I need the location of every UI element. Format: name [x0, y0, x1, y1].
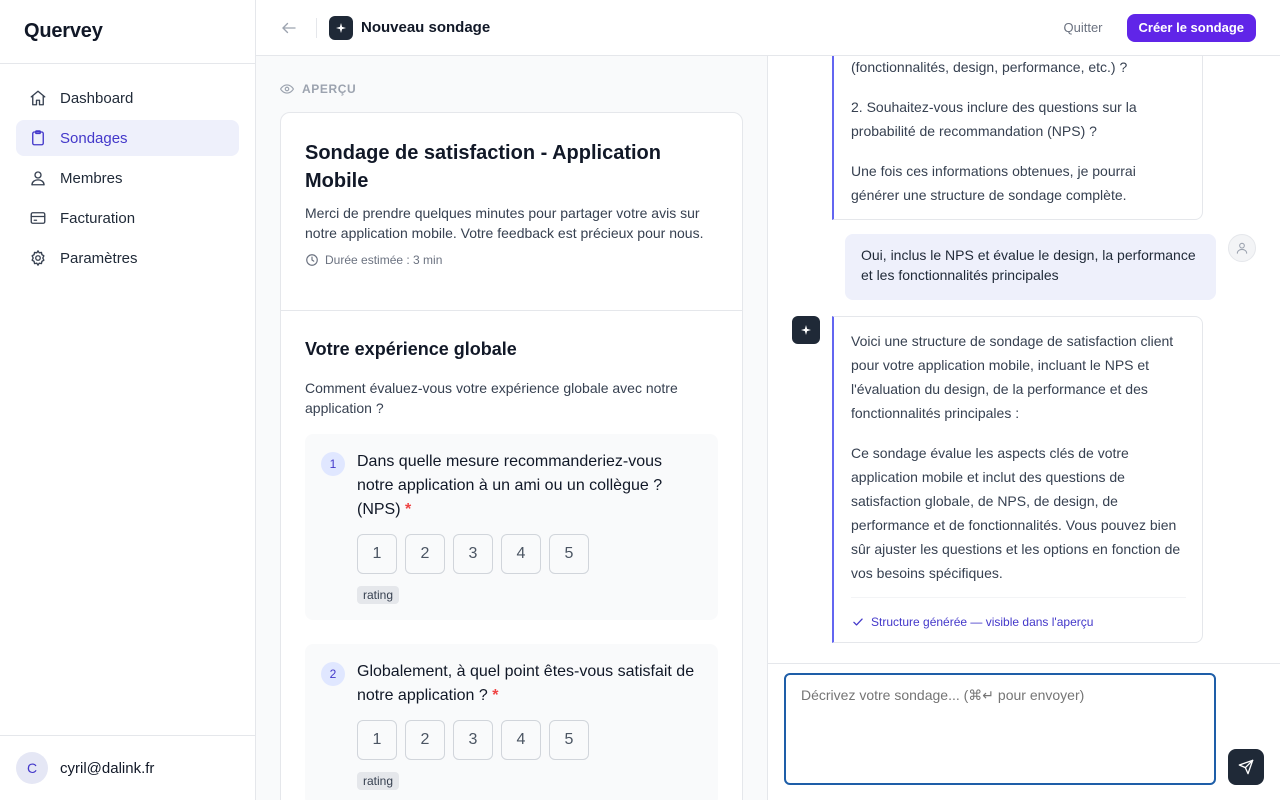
- preview-label-text: APERÇU: [302, 82, 357, 96]
- sidebar: [0, 0, 256, 800]
- generation-status-text: Structure générée — visible dans l'aperçu: [871, 615, 1094, 629]
- rating-option[interactable]: 5: [549, 534, 589, 574]
- top-actions: [1063, 14, 1280, 42]
- sparkle-icon: [329, 16, 353, 40]
- survey-preview-card: [280, 112, 743, 800]
- user-email: cyril@dalink.fr: [60, 759, 155, 777]
- rating-option[interactable]: 4: [501, 720, 541, 760]
- top-bar: [256, 0, 1280, 56]
- users-icon: [28, 168, 48, 188]
- preview-panel: [256, 56, 768, 800]
- clipboard-icon: [28, 128, 48, 148]
- page-title: Nouveau sondage: [361, 19, 491, 36]
- section-description: Comment évaluez-vous votre expérience globale avec notre application ?: [305, 380, 678, 416]
- ai-message: [832, 56, 1203, 220]
- ai-message-text: Ce sondage évalue les aspects clés de votre application mobile et inclut des questions de satisfaction globale, de NPS, de design, de performance et de fonctionnalités. Vous pouvez bien sûr ajuster les questions et les options en fonction de vos besoins spécifiques.: [851, 445, 1181, 581]
- sidebar-item-sondages[interactable]: [16, 120, 239, 156]
- sidebar-item-label: Dashboard: [60, 89, 134, 107]
- question-card: [305, 644, 718, 800]
- question-number: 2: [321, 662, 345, 686]
- survey-description: Merci de prendre quelques minutes pour partager votre avis sur notre application mobile. Votre feedback est précieux pour nous.: [305, 205, 704, 241]
- preview-label: [280, 82, 356, 96]
- question-body: [357, 450, 702, 604]
- question-text-label: Globalement, à quel point êtes-vous satisfait de notre application ?: [357, 663, 695, 704]
- survey-section: [281, 311, 742, 800]
- question-text-label: Dans quelle mesure recommanderiez-vous notre application à un ami ou un collègue ? (NPS): [357, 453, 663, 518]
- rating-option[interactable]: 5: [549, 720, 589, 760]
- credit-card-icon: [28, 208, 48, 228]
- rating-option[interactable]: 2: [405, 720, 445, 760]
- send-icon: [1238, 759, 1254, 775]
- ai-message-text: (fonctionnalités, design, performance, etc.) ?: [851, 59, 1128, 75]
- ai-avatar-icon: [792, 316, 820, 344]
- chat-composer: [768, 663, 1280, 800]
- clock-icon: [305, 253, 319, 267]
- question-card: [305, 434, 718, 620]
- required-marker: *: [492, 687, 499, 704]
- question-type-badge: rating: [357, 586, 399, 604]
- sidebar-item-facturation[interactable]: [16, 200, 239, 236]
- sidebar-item-label: Sondages: [60, 129, 128, 147]
- rating-scale: [357, 534, 702, 574]
- rating-option[interactable]: 2: [405, 534, 445, 574]
- ai-message-text: 2. Souhaitez-vous inclure des questions sur la probabilité de recommandation (NPS) ?: [851, 99, 1137, 139]
- rating-scale: [357, 720, 702, 760]
- sidebar-item-label: Paramètres: [60, 249, 138, 267]
- rating-option[interactable]: 1: [357, 534, 397, 574]
- question-text: [357, 450, 702, 522]
- ai-message-text: Une fois ces informations obtenues, je pourrai générer une structure de sondage complète.: [851, 163, 1136, 203]
- section-title: Votre expérience globale: [305, 339, 517, 359]
- brand-logo[interactable]: Quervey: [0, 0, 255, 64]
- ai-message-text: Voici une structure de sondage de satisfaction client pour votre application mobile, incluant le NPS et l'évaluation du design, de la performance et des fonctionnalités principales :: [851, 333, 1174, 421]
- survey-duration-text: Durée estimée : 3 min: [325, 253, 443, 267]
- user-message: Oui, inclus le NPS et évalue le design, la performance et les fonctionnalités principales: [845, 234, 1216, 300]
- sidebar-item-membres[interactable]: [16, 160, 239, 196]
- question-text: [357, 660, 702, 708]
- sidebar-item-parametres[interactable]: [16, 240, 239, 276]
- question-number: 1: [321, 452, 345, 476]
- sidebar-item-dashboard[interactable]: [16, 80, 239, 116]
- rating-option[interactable]: 3: [453, 720, 493, 760]
- required-marker: *: [405, 501, 412, 518]
- prompt-input[interactable]: [784, 673, 1216, 785]
- survey-title: Sondage de satisfaction - Application Mobile: [305, 142, 661, 192]
- rating-option[interactable]: 1: [357, 720, 397, 760]
- divider: [316, 18, 317, 38]
- create-survey-button[interactable]: Créer le sondage: [1127, 14, 1257, 42]
- send-button[interactable]: [1228, 749, 1264, 785]
- check-icon: [851, 615, 865, 629]
- sidebar-item-label: Membres: [60, 169, 123, 187]
- home-icon: [28, 88, 48, 108]
- user-account[interactable]: [0, 735, 255, 800]
- survey-header: [281, 113, 742, 311]
- rating-option[interactable]: 4: [501, 534, 541, 574]
- avatar: C: [16, 752, 48, 784]
- rating-option[interactable]: 3: [453, 534, 493, 574]
- user-avatar-icon: [1228, 234, 1256, 262]
- back-arrow-icon[interactable]: [280, 18, 300, 38]
- generation-status: [851, 597, 1186, 642]
- sidebar-nav: [0, 64, 255, 296]
- question-body: [357, 660, 702, 790]
- gear-icon: [28, 248, 48, 268]
- survey-duration: [305, 253, 718, 267]
- question-type-badge: rating: [357, 772, 399, 790]
- quit-button[interactable]: Quitter: [1063, 20, 1103, 35]
- chat-panel: [768, 56, 1280, 664]
- sidebar-item-label: Facturation: [60, 209, 136, 227]
- eye-icon: [280, 82, 294, 96]
- ai-message: [832, 316, 1203, 643]
